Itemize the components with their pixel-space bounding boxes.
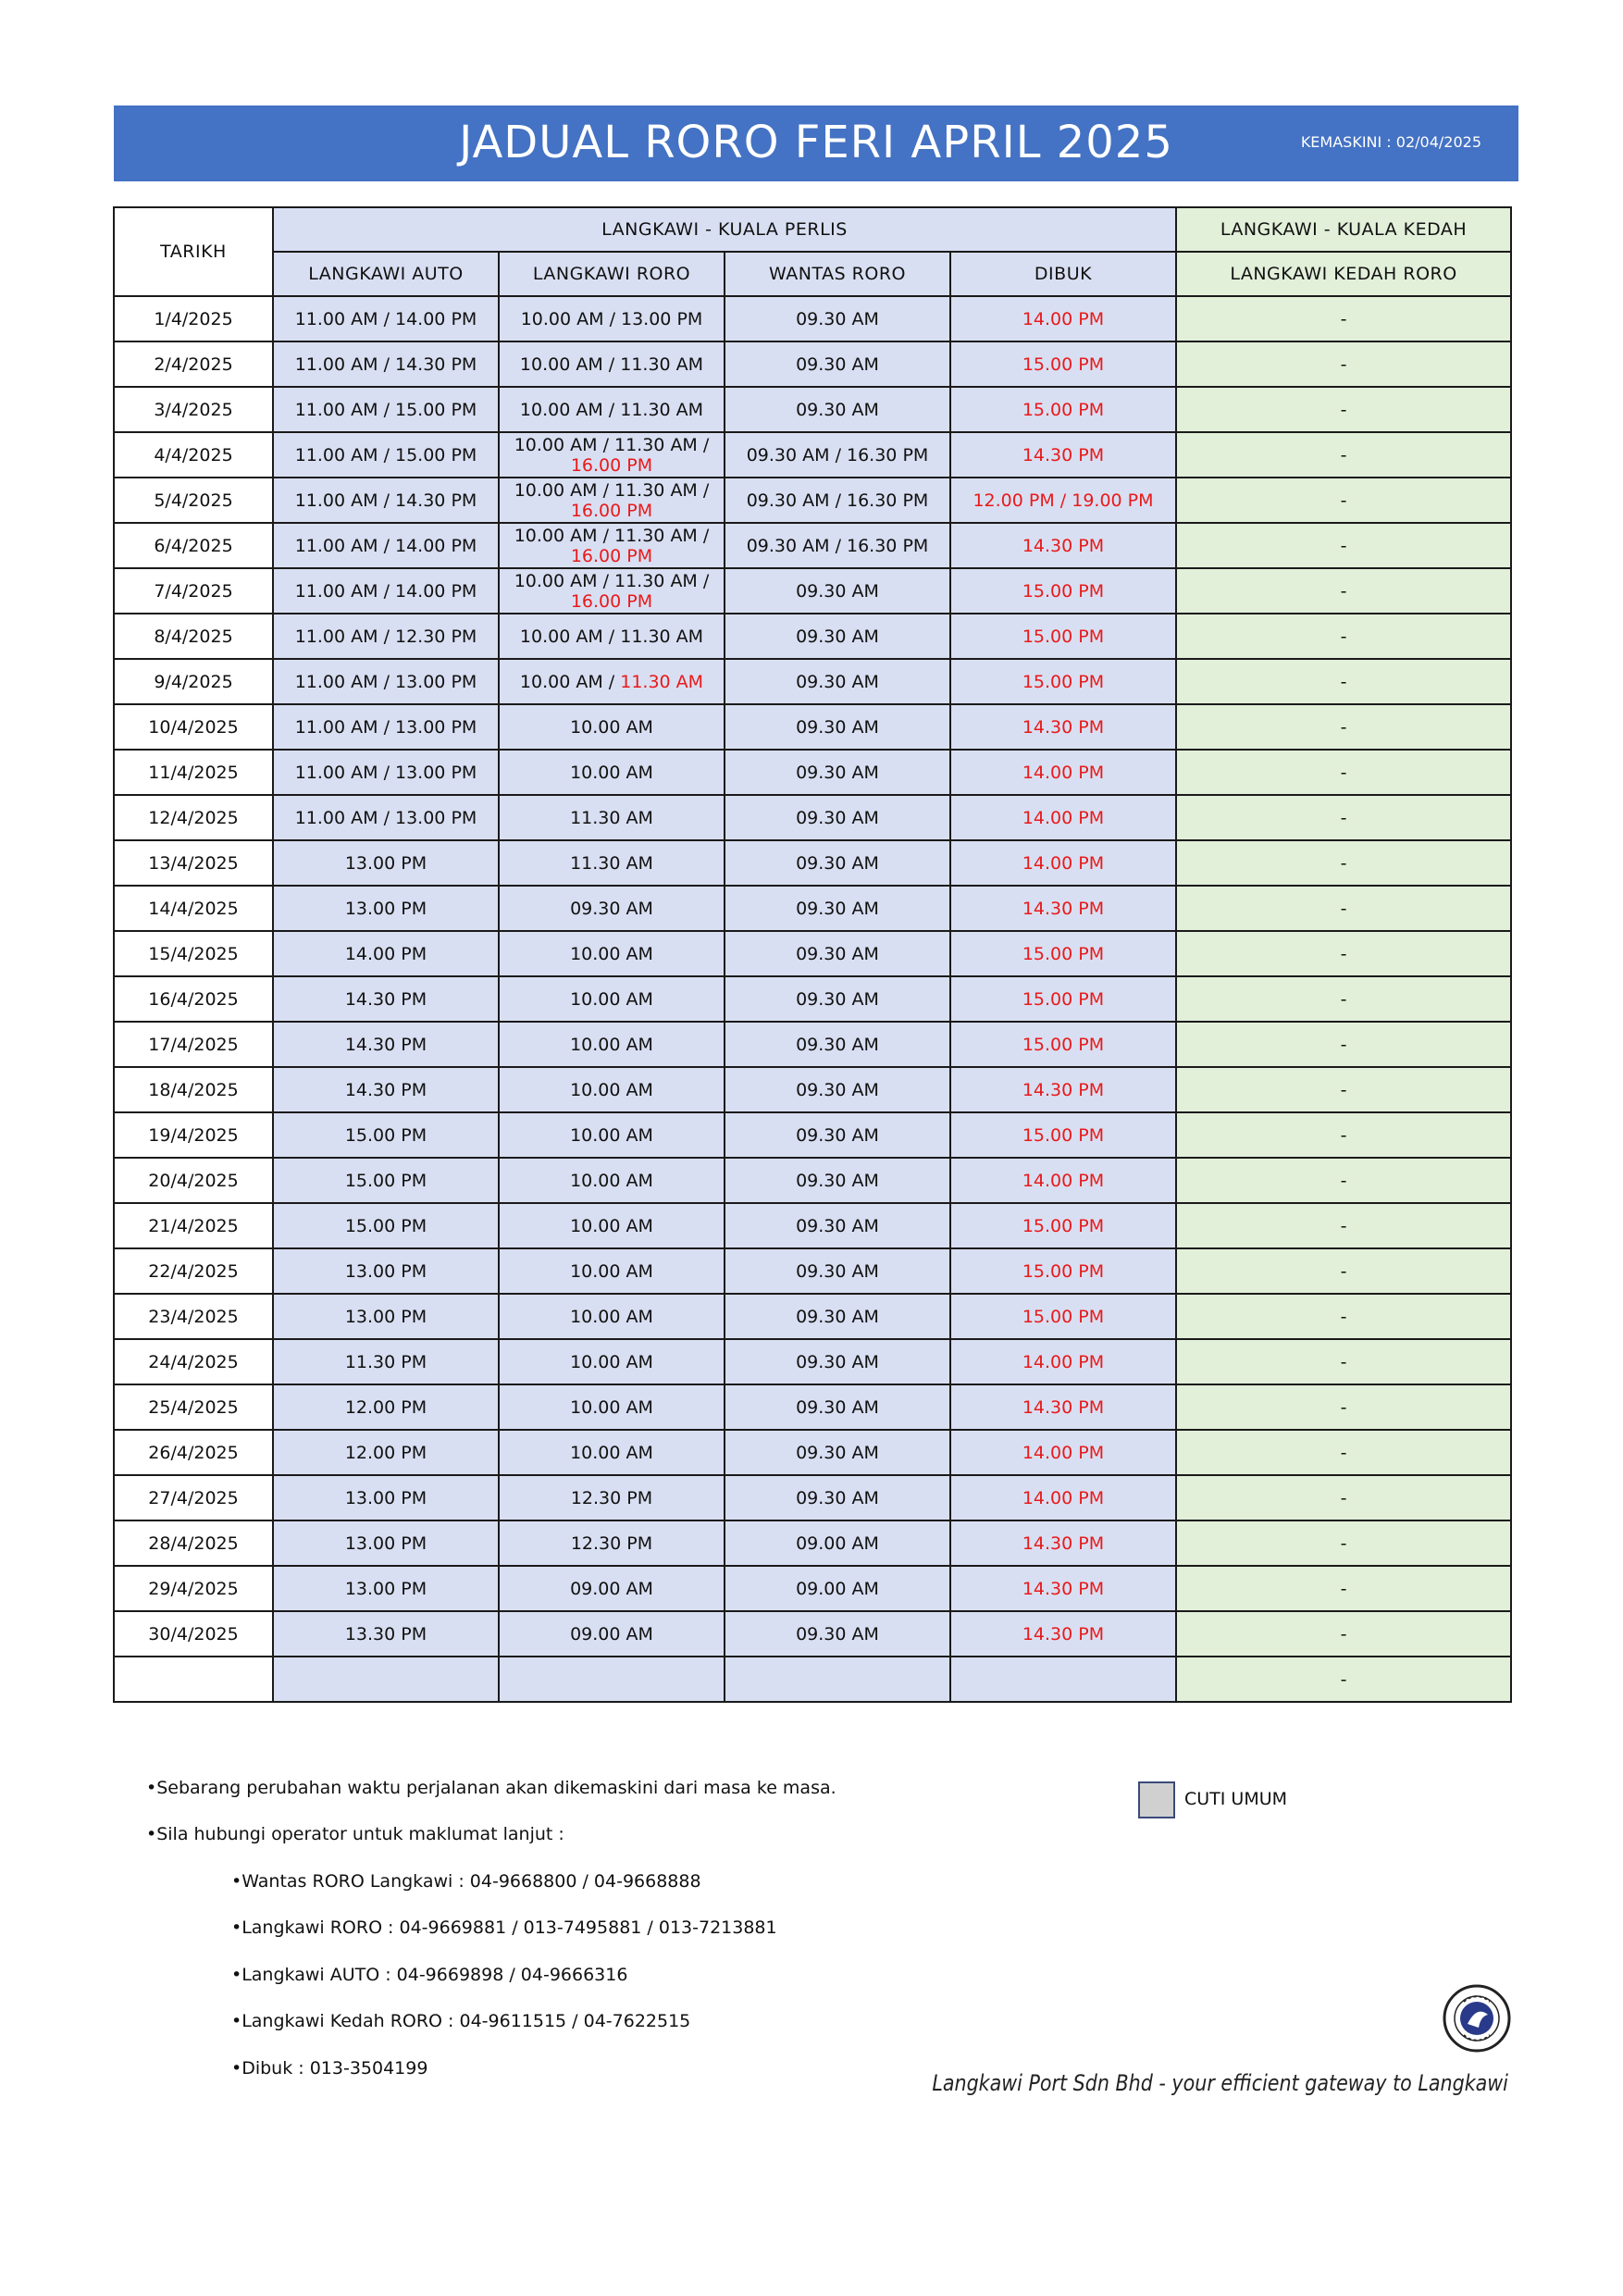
- cell-langkawi-kedah-roro: -: [1176, 659, 1511, 704]
- table-row: [114, 1022, 1511, 1067]
- cell-wantas-roro: 09.30 AM: [725, 976, 950, 1022]
- cell-dibuk: 14.00 PM: [950, 296, 1176, 341]
- header-langkawi-auto: LANGKAWI AUTO: [273, 252, 499, 296]
- table-row: [114, 478, 1511, 523]
- roro-time: 10.00 AM / 11.30 AM /: [514, 434, 710, 455]
- cell-langkawi-kedah-roro: -: [1176, 478, 1511, 523]
- header-wantas-roro: WANTAS RORO: [725, 252, 950, 296]
- cell-wantas-roro: 09.30 AM: [725, 1022, 950, 1067]
- cell-date: 19/4/2025: [114, 1112, 273, 1158]
- cell-dibuk: 14.30 PM: [950, 886, 1176, 931]
- cell-langkawi-kedah-roro: -: [1176, 1430, 1511, 1475]
- cell-langkawi-roro: [499, 1611, 725, 1657]
- cell-date: 2/4/2025: [114, 341, 273, 387]
- cell-wantas-roro: 09.30 AM: [725, 296, 950, 341]
- table-row: [114, 1158, 1511, 1203]
- cell-langkawi-auto: 13.00 PM: [273, 886, 499, 931]
- cell-date: 6/4/2025: [114, 523, 273, 568]
- public-holiday-swatch: [1138, 1781, 1175, 1818]
- roro-time: 10.00 AM / 11.30 AM: [519, 399, 704, 420]
- cell-wantas-roro: 09.30 AM / 16.30 PM: [725, 523, 950, 568]
- table-row: [114, 1430, 1511, 1475]
- cell-wantas-roro: 09.30 AM: [725, 1339, 950, 1384]
- cell-dibuk: 15.00 PM: [950, 1112, 1176, 1158]
- cell-wantas-roro: 09.30 AM: [725, 1112, 950, 1158]
- contact-kedah-roro: •Langkawi Kedah RORO : 04-9611515 / 04-7622515: [231, 2011, 691, 2031]
- cell-langkawi-kedah-roro: -: [1176, 1475, 1511, 1520]
- cell-langkawi-auto: 13.00 PM: [273, 1520, 499, 1566]
- table-row: [114, 886, 1511, 931]
- cell-langkawi-roro: [499, 296, 725, 341]
- table-row: [114, 614, 1511, 659]
- roro-time: 10.00 AM: [570, 1442, 653, 1463]
- table-row: [114, 432, 1511, 478]
- roro-time: 10.00 AM / 11.30 AM: [519, 626, 704, 647]
- cell-wantas-roro: 09.30 AM: [725, 614, 950, 659]
- cell-langkawi-auto: 11.00 AM / 14.00 PM: [273, 296, 499, 341]
- cell-date: 17/4/2025: [114, 1022, 273, 1067]
- cell-langkawi-kedah-roro: -: [1176, 1384, 1511, 1430]
- roro-time: 10.00 AM: [570, 988, 653, 1010]
- cell-date: 4/4/2025: [114, 432, 273, 478]
- roro-time-added: 16.00 PM: [570, 500, 653, 521]
- cell-langkawi-roro: [499, 341, 725, 387]
- cell-langkawi-kedah-roro: -: [1176, 1112, 1511, 1158]
- table-row: [114, 523, 1511, 568]
- table-row: [114, 296, 1511, 341]
- cell-dibuk: 15.00 PM: [950, 1203, 1176, 1248]
- table-row: [114, 931, 1511, 976]
- cell-dibuk: 15.00 PM: [950, 387, 1176, 432]
- cell-dibuk: 15.00 PM: [950, 1022, 1176, 1067]
- roro-time: 10.00 AM: [570, 1260, 653, 1282]
- cell-wantas-roro: 09.30 AM: [725, 568, 950, 614]
- header-langkawi-kedah-roro: LANGKAWI KEDAH RORO: [1176, 252, 1511, 296]
- table-row: [114, 1475, 1511, 1520]
- roro-time: 10.00 AM: [570, 762, 653, 783]
- cell-langkawi-auto: 11.00 AM / 13.00 PM: [273, 659, 499, 704]
- cell-langkawi-roro: [499, 568, 725, 614]
- header-group-kedah: LANGKAWI - KUALA KEDAH: [1176, 207, 1511, 252]
- cell-wantas-roro: 09.30 AM: [725, 1067, 950, 1112]
- cell-wantas-roro: 09.30 AM: [725, 1248, 950, 1294]
- cell-dibuk: 14.00 PM: [950, 750, 1176, 795]
- table-row: [114, 1112, 1511, 1158]
- cell-wantas-roro: 09.30 AM: [725, 795, 950, 840]
- contact-dibuk: •Dibuk : 013-3504199: [231, 2058, 428, 2079]
- cell-wantas-roro: 09.30 AM: [725, 1384, 950, 1430]
- cell-langkawi-auto: 13.30 PM: [273, 1611, 499, 1657]
- roro-time: 10.00 AM: [570, 716, 653, 738]
- table-row: [114, 341, 1511, 387]
- cell-langkawi-auto: 13.00 PM: [273, 840, 499, 886]
- cell-langkawi-auto: 15.00 PM: [273, 1158, 499, 1203]
- cell-date: 26/4/2025: [114, 1430, 273, 1475]
- cell-langkawi-roro: [499, 387, 725, 432]
- langkawi-port-logo: [1442, 1983, 1512, 2054]
- cell-date: 22/4/2025: [114, 1248, 273, 1294]
- table-row: [114, 1248, 1511, 1294]
- cell-langkawi-auto: 15.00 PM: [273, 1203, 499, 1248]
- cell-langkawi-roro: [499, 478, 725, 523]
- cell-langkawi-kedah-roro: -: [1176, 387, 1511, 432]
- cell-dibuk: 15.00 PM: [950, 931, 1176, 976]
- contact-langkawi-auto: •Langkawi AUTO : 04-9669898 / 04-9666316: [231, 1965, 628, 1985]
- cell-langkawi-kedah-roro: -: [1176, 1294, 1511, 1339]
- cell-dibuk: [950, 1657, 1176, 1702]
- table-row: [114, 387, 1511, 432]
- cell-wantas-roro: 09.30 AM: [725, 1203, 950, 1248]
- cell-dibuk: 14.30 PM: [950, 704, 1176, 750]
- table-row: [114, 1339, 1511, 1384]
- cell-langkawi-roro: [499, 1248, 725, 1294]
- cell-langkawi-kedah-roro: -: [1176, 523, 1511, 568]
- cell-dibuk: 14.00 PM: [950, 1475, 1176, 1520]
- cell-date: 7/4/2025: [114, 568, 273, 614]
- cell-langkawi-auto: 14.30 PM: [273, 1022, 499, 1067]
- header-langkawi-roro: LANGKAWI RORO: [499, 252, 725, 296]
- cell-langkawi-roro: [499, 976, 725, 1022]
- cell-dibuk: 14.30 PM: [950, 523, 1176, 568]
- roro-time: 10.00 AM: [570, 1034, 653, 1055]
- cell-langkawi-roro: [499, 432, 725, 478]
- cell-date: 5/4/2025: [114, 478, 273, 523]
- cell-langkawi-kedah-roro: -: [1176, 1657, 1511, 1702]
- cell-wantas-roro: 09.30 AM: [725, 1611, 950, 1657]
- cell-wantas-roro: [725, 1657, 950, 1702]
- cell-langkawi-roro: [499, 886, 725, 931]
- cell-wantas-roro: 09.30 AM: [725, 1294, 950, 1339]
- cell-langkawi-auto: 14.30 PM: [273, 1067, 499, 1112]
- roro-time-added: 16.00 PM: [570, 545, 653, 566]
- cell-langkawi-roro: [499, 1520, 725, 1566]
- roro-time: 10.00 AM: [570, 1170, 653, 1191]
- cell-dibuk: 14.00 PM: [950, 840, 1176, 886]
- cell-langkawi-kedah-roro: -: [1176, 976, 1511, 1022]
- cell-wantas-roro: 09.00 AM: [725, 1520, 950, 1566]
- roro-time: 10.00 AM: [570, 1351, 653, 1372]
- cell-langkawi-roro: [499, 659, 725, 704]
- cell-langkawi-auto: 13.00 PM: [273, 1294, 499, 1339]
- roro-time: 10.00 AM / 13.00 PM: [520, 308, 703, 329]
- cell-langkawi-auto: 14.00 PM: [273, 931, 499, 976]
- table-row: [114, 704, 1511, 750]
- cell-wantas-roro: 09.30 AM: [725, 750, 950, 795]
- roro-time: 10.00 AM / 11.30 AM /: [514, 525, 710, 546]
- cell-langkawi-kedah-roro: -: [1176, 432, 1511, 478]
- roro-time-added: 16.00 PM: [570, 590, 653, 612]
- cell-langkawi-auto: 12.00 PM: [273, 1430, 499, 1475]
- cell-date: 18/4/2025: [114, 1067, 273, 1112]
- roro-time: 11.30 AM: [570, 807, 653, 828]
- cell-langkawi-roro: [499, 1475, 725, 1520]
- table-row: [114, 1657, 1511, 1702]
- cell-langkawi-kedah-roro: -: [1176, 840, 1511, 886]
- cell-langkawi-roro: [499, 1022, 725, 1067]
- ferry-schedule-table: [113, 206, 1512, 1703]
- cell-date: [114, 1657, 273, 1702]
- cell-langkawi-roro: [499, 523, 725, 568]
- cell-date: 21/4/2025: [114, 1203, 273, 1248]
- cell-wantas-roro: 09.30 AM: [725, 1430, 950, 1475]
- cell-dibuk: 15.00 PM: [950, 1294, 1176, 1339]
- cell-wantas-roro: 09.30 AM / 16.30 PM: [725, 432, 950, 478]
- roro-time-added: 16.00 PM: [570, 454, 653, 476]
- cell-date: 30/4/2025: [114, 1611, 273, 1657]
- cell-langkawi-kedah-roro: -: [1176, 704, 1511, 750]
- roro-time: 10.00 AM / 11.30 AM /: [514, 570, 710, 591]
- cell-langkawi-kedah-roro: -: [1176, 1566, 1511, 1611]
- cell-langkawi-roro: [499, 1294, 725, 1339]
- cell-dibuk: 15.00 PM: [950, 568, 1176, 614]
- cell-date: 12/4/2025: [114, 795, 273, 840]
- cell-langkawi-auto: 15.00 PM: [273, 1112, 499, 1158]
- cell-langkawi-auto: 11.00 AM / 15.00 PM: [273, 432, 499, 478]
- cell-dibuk: 14.00 PM: [950, 1430, 1176, 1475]
- cell-langkawi-kedah-roro: -: [1176, 1067, 1511, 1112]
- cell-dibuk: 15.00 PM: [950, 659, 1176, 704]
- cell-dibuk: 14.30 PM: [950, 1611, 1176, 1657]
- table-row: [114, 750, 1511, 795]
- cell-langkawi-kedah-roro: -: [1176, 795, 1511, 840]
- cell-langkawi-auto: 11.00 AM / 14.30 PM: [273, 341, 499, 387]
- roro-time: 09.00 AM: [570, 1578, 653, 1599]
- updated-date: KEMASKINI : 02/04/2025: [1300, 133, 1481, 151]
- cell-langkawi-auto: 13.00 PM: [273, 1475, 499, 1520]
- cell-date: 24/4/2025: [114, 1339, 273, 1384]
- roro-time: 11.30 AM: [570, 852, 653, 874]
- cell-langkawi-kedah-roro: -: [1176, 296, 1511, 341]
- cell-date: 15/4/2025: [114, 931, 273, 976]
- cell-langkawi-roro: [499, 1339, 725, 1384]
- cell-langkawi-roro: [499, 614, 725, 659]
- roro-time: 10.00 AM: [570, 1124, 653, 1146]
- roro-time: 09.00 AM: [570, 1623, 653, 1644]
- cell-dibuk: 14.30 PM: [950, 1520, 1176, 1566]
- table-row: [114, 795, 1511, 840]
- cell-langkawi-kedah-roro: -: [1176, 1520, 1511, 1566]
- cell-wantas-roro: 09.30 AM: [725, 387, 950, 432]
- cell-date: 16/4/2025: [114, 976, 273, 1022]
- roro-time: 10.00 AM: [570, 943, 653, 964]
- cell-dibuk: 14.00 PM: [950, 795, 1176, 840]
- cell-langkawi-kedah-roro: -: [1176, 750, 1511, 795]
- cell-langkawi-auto: 11.00 AM / 12.30 PM: [273, 614, 499, 659]
- cell-date: 9/4/2025: [114, 659, 273, 704]
- cell-langkawi-auto: [273, 1657, 499, 1702]
- cell-wantas-roro: 09.30 AM / 16.30 PM: [725, 478, 950, 523]
- table-row: [114, 976, 1511, 1022]
- cell-date: 25/4/2025: [114, 1384, 273, 1430]
- cell-date: 14/4/2025: [114, 886, 273, 931]
- public-holiday-label: CUTI UMUM: [1184, 1789, 1288, 1809]
- cell-wantas-roro: 09.30 AM: [725, 1475, 950, 1520]
- cell-langkawi-kedah-roro: -: [1176, 931, 1511, 976]
- roro-time: 12.30 PM: [570, 1533, 653, 1554]
- cell-date: 29/4/2025: [114, 1566, 273, 1611]
- cell-wantas-roro: 09.30 AM: [725, 931, 950, 976]
- cell-date: 13/4/2025: [114, 840, 273, 886]
- cell-langkawi-auto: 11.00 AM / 13.00 PM: [273, 795, 499, 840]
- cell-dibuk: 14.00 PM: [950, 1339, 1176, 1384]
- cell-langkawi-roro: [499, 1384, 725, 1430]
- cell-langkawi-roro: [499, 1112, 725, 1158]
- cell-wantas-roro: 09.30 AM: [725, 659, 950, 704]
- cell-langkawi-roro: [499, 704, 725, 750]
- header-group-perlis: LANGKAWI - KUALA PERLIS: [273, 207, 1176, 252]
- cell-dibuk: 12.00 PM / 19.00 PM: [950, 478, 1176, 523]
- cell-wantas-roro: 09.00 AM: [725, 1566, 950, 1611]
- cell-dibuk: 15.00 PM: [950, 1248, 1176, 1294]
- cell-dibuk: 15.00 PM: [950, 341, 1176, 387]
- page-title: JADUAL RORO FERI APRIL 2025: [459, 117, 1173, 168]
- cell-date: 10/4/2025: [114, 704, 273, 750]
- table-row: [114, 1203, 1511, 1248]
- cell-dibuk: 14.30 PM: [950, 1384, 1176, 1430]
- cell-langkawi-kedah-roro: -: [1176, 1248, 1511, 1294]
- cell-date: 1/4/2025: [114, 296, 273, 341]
- cell-langkawi-kedah-roro: -: [1176, 614, 1511, 659]
- cell-langkawi-kedah-roro: -: [1176, 1339, 1511, 1384]
- cell-wantas-roro: 09.30 AM: [725, 704, 950, 750]
- cell-langkawi-auto: 11.30 PM: [273, 1339, 499, 1384]
- table-row: [114, 840, 1511, 886]
- cell-wantas-roro: 09.30 AM: [725, 886, 950, 931]
- cell-langkawi-auto: 11.00 AM / 15.00 PM: [273, 387, 499, 432]
- contact-langkawi-roro: •Langkawi RORO : 04-9669881 / 013-7495881 / 013-7213881: [231, 1917, 777, 1938]
- cell-langkawi-kedah-roro: -: [1176, 886, 1511, 931]
- cell-date: 11/4/2025: [114, 750, 273, 795]
- table-row: [114, 1611, 1511, 1657]
- cell-langkawi-auto: 13.00 PM: [273, 1566, 499, 1611]
- cell-langkawi-roro: [499, 1067, 725, 1112]
- cell-langkawi-auto: 11.00 AM / 13.00 PM: [273, 750, 499, 795]
- cell-date: 28/4/2025: [114, 1520, 273, 1566]
- cell-date: 27/4/2025: [114, 1475, 273, 1520]
- table-row: [114, 1520, 1511, 1566]
- cell-dibuk: 15.00 PM: [950, 614, 1176, 659]
- roro-time: 09.30 AM: [570, 898, 653, 919]
- note-contact: •Sila hubungi operator untuk maklumat lanjut :: [146, 1824, 564, 1844]
- cell-langkawi-kedah-roro: -: [1176, 1611, 1511, 1657]
- table-row: [114, 1067, 1511, 1112]
- table-row: [114, 1294, 1511, 1339]
- roro-time-added: 11.30 AM: [620, 671, 704, 692]
- roro-time: 10.00 AM /: [519, 671, 621, 692]
- cell-langkawi-auto: 12.00 PM: [273, 1384, 499, 1430]
- cell-langkawi-auto: 14.30 PM: [273, 976, 499, 1022]
- cell-wantas-roro: 09.30 AM: [725, 840, 950, 886]
- cell-langkawi-roro: [499, 795, 725, 840]
- cell-langkawi-auto: 13.00 PM: [273, 1248, 499, 1294]
- cell-langkawi-kedah-roro: -: [1176, 1158, 1511, 1203]
- cell-dibuk: 14.30 PM: [950, 1067, 1176, 1112]
- title-banner: [114, 105, 1518, 181]
- cell-dibuk: 14.30 PM: [950, 1566, 1176, 1611]
- note-changes: •Sebarang perubahan waktu perjalanan akan dikemaskini dari masa ke masa.: [146, 1778, 836, 1798]
- table-row: [114, 659, 1511, 704]
- cell-date: 20/4/2025: [114, 1158, 273, 1203]
- cell-langkawi-roro: [499, 1566, 725, 1611]
- cell-wantas-roro: 09.30 AM: [725, 1158, 950, 1203]
- cell-dibuk: 14.00 PM: [950, 1158, 1176, 1203]
- cell-langkawi-kedah-roro: -: [1176, 341, 1511, 387]
- cell-date: 23/4/2025: [114, 1294, 273, 1339]
- cell-langkawi-kedah-roro: -: [1176, 568, 1511, 614]
- table-row: [114, 1566, 1511, 1611]
- cell-langkawi-roro: [499, 1657, 725, 1702]
- roro-time: 10.00 AM / 11.30 AM: [519, 354, 704, 375]
- cell-dibuk: 15.00 PM: [950, 976, 1176, 1022]
- roro-time: 10.00 AM: [570, 1396, 653, 1418]
- cell-langkawi-roro: [499, 840, 725, 886]
- cell-langkawi-roro: [499, 931, 725, 976]
- contact-wantas: •Wantas RORO Langkawi : 04-9668800 / 04-9668888: [231, 1871, 701, 1892]
- cell-wantas-roro: 09.30 AM: [725, 341, 950, 387]
- cell-langkawi-kedah-roro: -: [1176, 1203, 1511, 1248]
- cell-langkawi-auto: 11.00 AM / 14.00 PM: [273, 523, 499, 568]
- roro-time: 10.00 AM: [570, 1306, 653, 1327]
- header-date: TARIKH: [114, 207, 273, 296]
- roro-time: 12.30 PM: [570, 1487, 653, 1508]
- cell-date: 8/4/2025: [114, 614, 273, 659]
- cell-langkawi-auto: 11.00 AM / 14.30 PM: [273, 478, 499, 523]
- cell-langkawi-roro: [499, 1203, 725, 1248]
- cell-langkawi-kedah-roro: -: [1176, 1022, 1511, 1067]
- cell-langkawi-roro: [499, 1158, 725, 1203]
- cell-langkawi-roro: [499, 750, 725, 795]
- cell-langkawi-auto: 11.00 AM / 14.00 PM: [273, 568, 499, 614]
- cell-date: 3/4/2025: [114, 387, 273, 432]
- cell-langkawi-roro: [499, 1430, 725, 1475]
- cell-dibuk: 14.30 PM: [950, 432, 1176, 478]
- roro-time: 10.00 AM: [570, 1215, 653, 1236]
- roro-time: 10.00 AM / 11.30 AM /: [514, 479, 710, 501]
- table-row: [114, 568, 1511, 614]
- table-row: [114, 1384, 1511, 1430]
- roro-time: 10.00 AM: [570, 1079, 653, 1100]
- footer-tagline: Langkawi Port Sdn Bhd - your efficient gateway to Langkawi: [932, 2070, 1508, 2096]
- header-dibuk: DIBUK: [950, 252, 1176, 296]
- cell-langkawi-auto: 11.00 AM / 13.00 PM: [273, 704, 499, 750]
